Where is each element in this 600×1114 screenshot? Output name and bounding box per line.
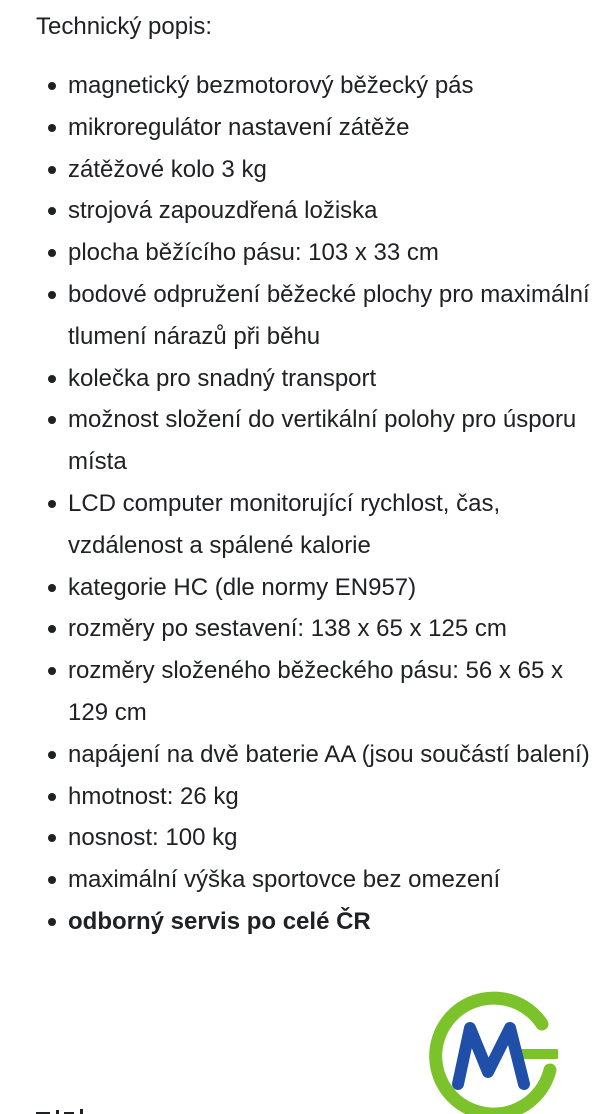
- list-item-text: rozměry po sestavení: 138 x 65 x 125 cm: [68, 615, 507, 643]
- section-heading: Technický popis:: [36, 13, 213, 40]
- bullet-icon: [48, 625, 56, 633]
- list-item: [0, 483, 600, 567]
- list-item: [0, 650, 600, 734]
- list-item: [0, 608, 600, 650]
- list-item-text: kolečka pro snadný transport: [68, 364, 377, 392]
- bullet-icon: [48, 584, 56, 592]
- list-item-text: odborný servis po celé ČR: [68, 907, 371, 935]
- logo-letter-m: [458, 1028, 524, 1084]
- list-item: [0, 776, 600, 818]
- bullet-icon: [48, 751, 56, 759]
- bullet-icon: [48, 166, 56, 174]
- bullet-icon: [48, 793, 56, 801]
- list-item: [0, 567, 600, 609]
- list-item-text: možnost složení do vertikální polohy pro úsporu místa: [68, 406, 577, 476]
- list-item: [0, 149, 600, 191]
- bullet-icon: [48, 876, 56, 884]
- list-item-text: bodové odpružení běžecké plochy pro maximální tlumení nárazů při běhu: [68, 280, 590, 350]
- cut-off-text-fragment: [36, 1106, 96, 1114]
- spec-list: [0, 65, 600, 943]
- bullet-icon: [48, 918, 56, 926]
- list-item: [0, 859, 600, 901]
- list-item-text: hmotnost: 26 kg: [68, 782, 239, 810]
- list-item-text: zátěžové kolo 3 kg: [68, 155, 267, 183]
- list-item-text: kategorie HC (dle normy EN957): [68, 573, 417, 601]
- bullet-icon: [48, 834, 56, 842]
- list-item: [0, 358, 600, 400]
- list-item: [0, 107, 600, 149]
- list-item-text: strojová zapouzdřená ložiska: [68, 197, 378, 225]
- bullet-icon: [48, 207, 56, 215]
- list-item-text: LCD computer monitorující rychlost, čas, vzdálenost a spálené kalorie: [68, 489, 501, 559]
- bullet-icon: [48, 249, 56, 257]
- list-item-text: plocha běžícího pásu: 103 x 33 cm: [68, 239, 439, 267]
- list-item-text: napájení na dvě baterie AA (jsou součástí balení): [68, 740, 590, 768]
- bullet-icon: [48, 375, 56, 383]
- list-item: [0, 274, 600, 358]
- list-item-text: mikroregulátor nastavení zátěže: [68, 113, 410, 141]
- list-item-text: nosnost: 100 kg: [68, 824, 238, 852]
- list-item: [0, 734, 600, 776]
- list-item: [0, 901, 600, 943]
- list-item: [0, 65, 600, 107]
- list-item: [0, 817, 600, 859]
- bullet-icon: [48, 416, 56, 424]
- brand-logo: [424, 988, 558, 1114]
- bullet-icon: [48, 82, 56, 90]
- bullet-icon: [48, 291, 56, 299]
- bullet-icon: [48, 124, 56, 132]
- list-item-text: maximální výška sportovce bez omezení: [68, 866, 501, 894]
- bullet-icon: [48, 500, 56, 508]
- list-item-text: magnetický bezmotorový běžecký pás: [68, 72, 474, 99]
- bullet-icon: [48, 667, 56, 675]
- list-item-text: rozměry složeného běžeckého pásu: 56 x 65 x 129 cm: [68, 657, 563, 726]
- list-item: [0, 190, 600, 232]
- list-item: [0, 232, 600, 274]
- list-item: [0, 399, 600, 483]
